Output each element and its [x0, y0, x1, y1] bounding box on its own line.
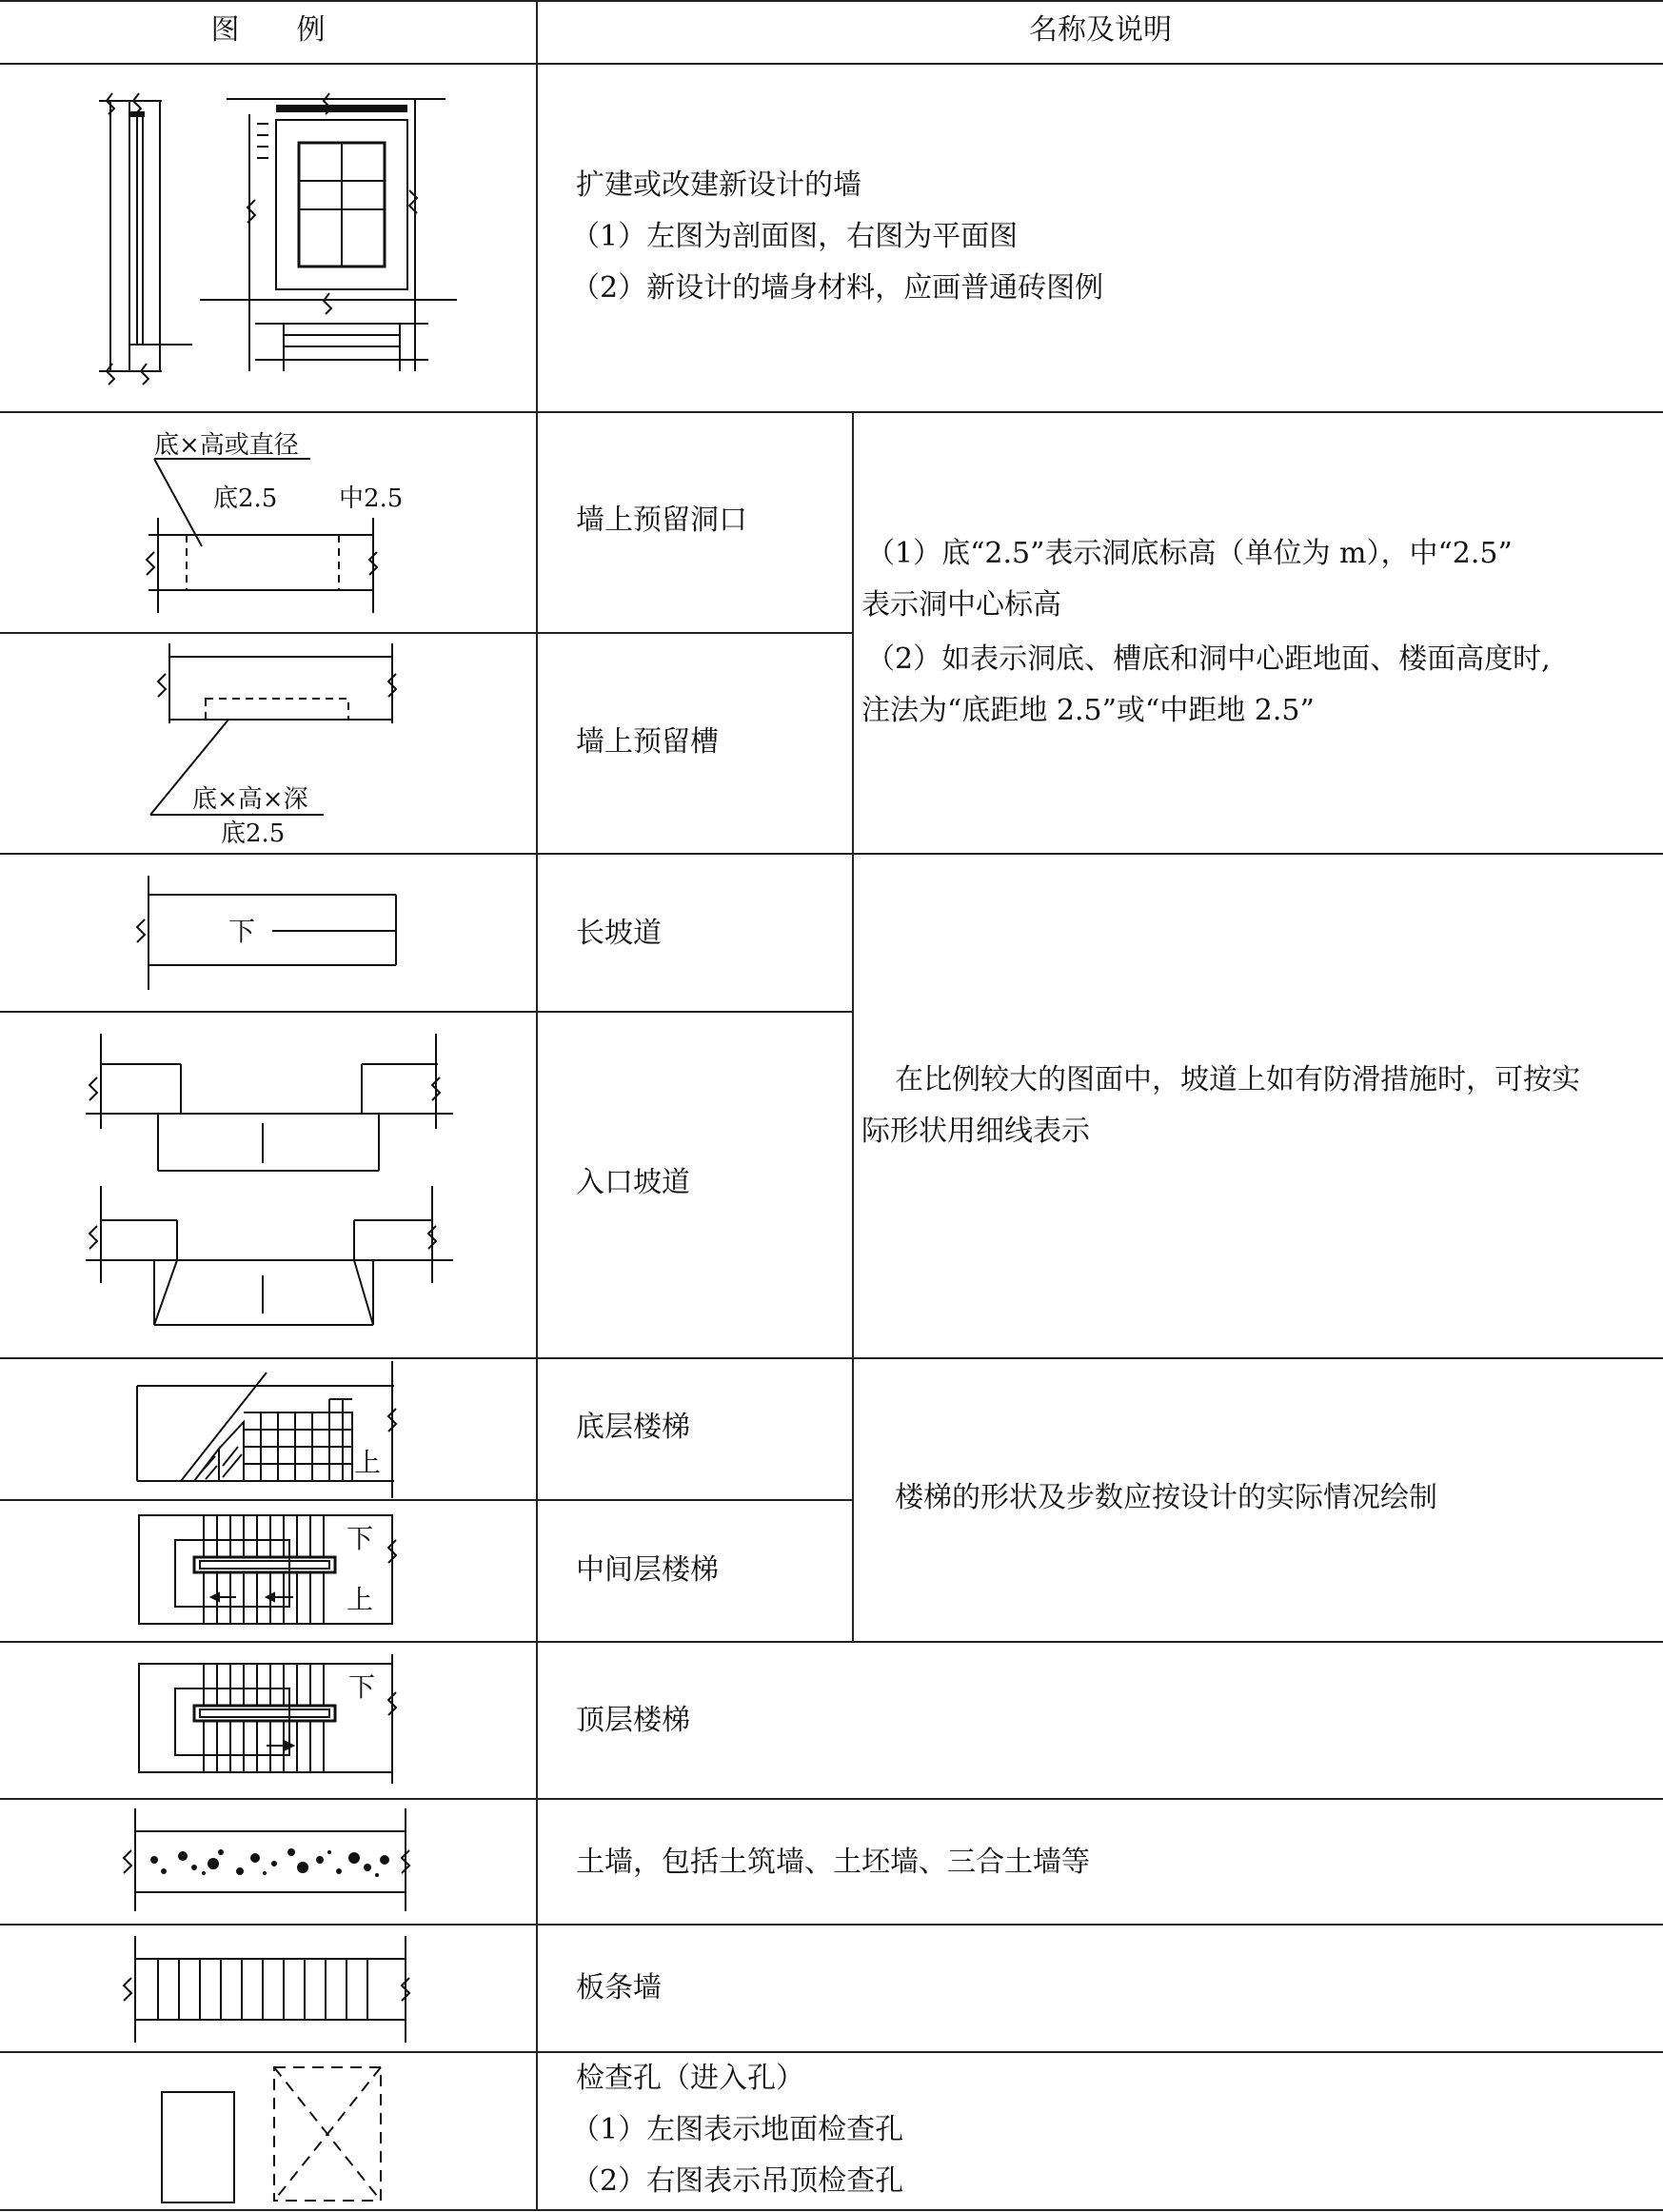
groove-label-bottom: 底2.5 [221, 820, 286, 848]
hole-groove-note-3: （2）如表示洞底、槽底和洞中心距地面、楼面高度时, [866, 642, 1551, 676]
row-divider [0, 63, 1663, 65]
new-wall-note-2: （2）新设计的墙身材料，应画普通砖图例 [571, 271, 1104, 305]
access-hole-title: 检查孔（进入孔） [576, 2062, 804, 2095]
hole-name: 墙上预留洞口 [576, 504, 747, 537]
access-hole-note-2: （2）右图表示吊顶检查孔 [571, 2164, 904, 2198]
ground-stair-name: 底层楼梯 [576, 1411, 690, 1444]
ground-stair-up-glyph: 上 [354, 1447, 382, 1478]
header-legend: 图 例 [210, 13, 326, 47]
hole-groove-note-2: 表示洞中心标高 [861, 588, 1061, 622]
row-divider [0, 411, 1663, 413]
long-ramp-symbol [133, 866, 419, 1009]
middle-stair-up-glyph: 上 [346, 1584, 374, 1615]
middle-stair-symbol [131, 1506, 407, 1639]
row-divider [0, 1641, 1663, 1643]
wall-hole-symbol [133, 419, 419, 619]
earth-wall-name: 土墙，包括土筑墙、土坯墙、三合土墙等 [576, 1846, 1090, 1879]
long-ramp-name: 长坡道 [576, 917, 662, 950]
access-hole-symbol [143, 2056, 400, 2208]
earth-wall-symbol [114, 1805, 428, 1919]
groove-label-size: 底×高×深 [192, 785, 308, 814]
table-border-bottom [0, 2209, 1663, 2211]
hole-label-bottom: 底2.5 [213, 484, 278, 513]
hole-label-size: 底×高或直径 [154, 431, 299, 460]
new-wall-note-1: （1）左图为剖面图，右图为平面图 [571, 220, 1019, 253]
middle-stair-down-glyph: 下 [346, 1523, 374, 1554]
row-divider [0, 1357, 1663, 1359]
row-divider [0, 1798, 1663, 1800]
ground-stair-symbol [124, 1361, 409, 1499]
floor-access-hole [162, 2092, 234, 2202]
row-divider [0, 1011, 853, 1013]
row-divider [0, 632, 853, 634]
new-wall-symbol [86, 86, 466, 390]
wall-groove-symbol [143, 636, 428, 855]
stair-note: 楼梯的形状及步数应按设计的实际情况绘制 [895, 1481, 1437, 1514]
entry-ramp-name: 入口坡道 [576, 1166, 690, 1199]
top-stair-name: 顶层楼梯 [576, 1704, 690, 1737]
top-stair-symbol [131, 1654, 407, 1787]
header-description: 名称及说明 [1029, 13, 1172, 47]
hole-groove-note-1: （1）底“2.5”表示洞底标高（单位为 m），中“2.5” [866, 537, 1513, 570]
row-divider [0, 1924, 1663, 1926]
hole-groove-note-4: 注法为“底距地 2.5”或“中距地 2.5” [861, 694, 1315, 727]
row-divider [0, 2051, 1663, 2053]
column-divider [536, 0, 538, 2211]
column-divider [852, 411, 854, 1641]
slat-wall-name: 板条墙 [576, 1971, 662, 2005]
ceiling-access-hole [274, 2067, 381, 2201]
slat-wall-symbol [114, 1932, 428, 2046]
ramp-note-2: 际形状用细线表示 [861, 1115, 1090, 1148]
top-stair-down-glyph: 下 [348, 1671, 376, 1703]
new-wall-title: 扩建或改建新设计的墙 [576, 168, 861, 202]
entry-ramp-symbol [76, 1024, 466, 1348]
ramp-note-1: 在比例较大的图面中，坡道上如有防滑措施时，可按实 [895, 1063, 1580, 1096]
middle-stair-name: 中间层楼梯 [576, 1553, 719, 1587]
groove-name: 墙上预留槽 [576, 725, 719, 759]
row-divider [0, 1499, 853, 1501]
access-hole-note-1: （1）左图表示地面检查孔 [571, 2113, 904, 2146]
hole-label-center: 中2.5 [339, 484, 404, 513]
long-ramp-down-glyph: 下 [228, 916, 256, 947]
